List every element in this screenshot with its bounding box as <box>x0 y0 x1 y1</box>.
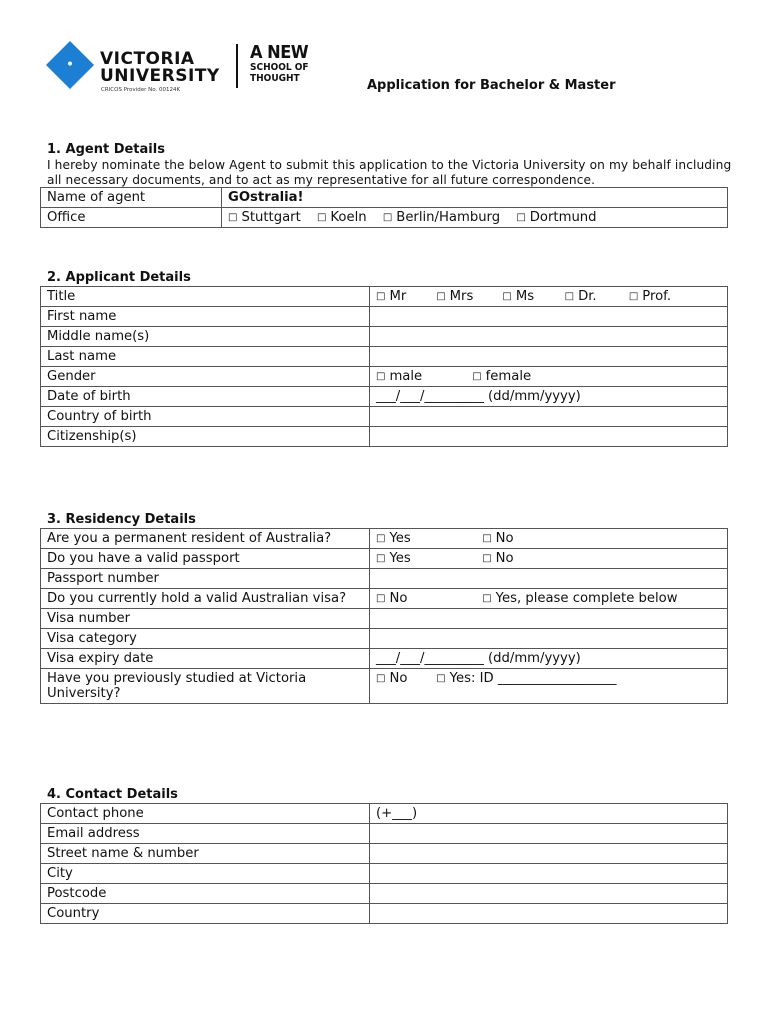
visa-category-field[interactable] <box>370 629 728 649</box>
middle-name-label: Middle name(s) <box>41 327 370 347</box>
title-option-prof[interactable]: □ Prof. <box>628 289 672 304</box>
country-of-birth-label: Country of birth <box>41 407 370 427</box>
checkbox-icon: □ <box>228 212 238 223</box>
visa-category-label: Visa category <box>41 629 370 649</box>
document-title: Application for Bachelor & Master <box>367 78 616 93</box>
permanent-option-no[interactable]: □ No <box>482 531 514 546</box>
office-option-dortmund[interactable]: □ Dortmund <box>516 210 597 225</box>
logo-text-line1: VICTORIA <box>100 49 195 69</box>
table-row <box>41 367 728 387</box>
checkbox-icon: □ <box>482 553 492 564</box>
checkbox-icon: □ <box>382 212 393 223</box>
city-label: City <box>41 864 370 884</box>
checkbox-icon: □ <box>564 291 575 302</box>
title-options <box>370 287 728 307</box>
visa-expiry-label: Visa expiry date <box>41 649 370 669</box>
permanent-resident-options <box>370 529 728 549</box>
passport-option-no[interactable]: □ No <box>482 551 514 566</box>
citizenship-field[interactable] <box>370 427 728 447</box>
dob-label: Date of birth <box>41 387 370 407</box>
slogan-line3: THOUGHT <box>250 73 300 84</box>
permanent-resident-label: Are you a permanent resident of Australia? <box>41 529 370 549</box>
postcode-field[interactable] <box>370 884 728 904</box>
valid-passport-options <box>370 549 728 569</box>
checkbox-icon: □ <box>502 291 512 302</box>
table-row <box>41 387 728 407</box>
title-option-mr[interactable]: □ Mr <box>376 289 407 304</box>
title-label: Title <box>41 287 370 307</box>
table-row <box>41 804 728 824</box>
gender-option-male[interactable]: □ male <box>376 369 423 384</box>
document-header <box>50 40 730 110</box>
section-title-applicant: 2. Applicant Details <box>47 270 191 285</box>
gender-options <box>370 367 728 387</box>
last-name-label: Last name <box>41 347 370 367</box>
last-name-field[interactable] <box>370 347 728 367</box>
street-field[interactable] <box>370 844 728 864</box>
country-field[interactable] <box>370 904 728 924</box>
table-row <box>41 208 728 228</box>
valid-passport-label: Do you have a valid passport <box>41 549 370 569</box>
table-row <box>41 549 728 569</box>
checkbox-icon: □ <box>472 371 482 382</box>
middle-name-field[interactable] <box>370 327 728 347</box>
checkbox-icon: □ <box>482 533 492 544</box>
name-of-agent-value[interactable]: GOstralia! <box>222 188 728 208</box>
table-row <box>41 407 728 427</box>
checkbox-icon: □ <box>316 212 327 223</box>
contact-table <box>40 803 728 924</box>
first-name-field[interactable] <box>370 307 728 327</box>
table-row <box>41 824 728 844</box>
table-row <box>41 649 728 669</box>
citizenship-label: Citizenship(s) <box>41 427 370 447</box>
checkbox-icon: □ <box>376 371 386 382</box>
gender-label: Gender <box>41 367 370 387</box>
table-row <box>41 669 728 704</box>
table-row <box>41 629 728 649</box>
victoria-university-logo-icon <box>46 41 94 89</box>
checkbox-icon: □ <box>436 673 446 684</box>
checkbox-icon: □ <box>376 553 386 564</box>
checkbox-icon: □ <box>482 593 492 604</box>
table-row <box>41 884 728 904</box>
checkbox-icon: □ <box>376 291 386 302</box>
contact-phone-label: Contact phone <box>41 804 370 824</box>
table-row <box>41 589 728 609</box>
table-row <box>41 287 728 307</box>
title-option-dr[interactable]: □ Dr. <box>564 289 597 304</box>
checkbox-icon: □ <box>376 673 386 684</box>
agent-intro-text: I hereby nominate the below Agent to submit this application to the Victoria University on my behalf including all necessary documents, and to act as my representative for all future correspondence. <box>47 158 732 187</box>
table-row <box>41 904 728 924</box>
checkbox-icon: □ <box>516 212 526 223</box>
name-of-agent-label: Name of agent <box>41 188 222 208</box>
studied-option-yes[interactable]: □ Yes: ID __________________ <box>436 671 617 686</box>
visa-option-yes[interactable]: □ Yes, please complete below <box>482 591 678 606</box>
visa-expiry-field[interactable]: ___/___/_________ (dd/mm/yyyy) <box>370 649 728 669</box>
residency-table <box>40 528 728 704</box>
studied-option-no[interactable]: □ No <box>376 671 408 686</box>
country-of-birth-field[interactable] <box>370 407 728 427</box>
title-option-mrs[interactable]: □ Mrs <box>436 289 474 304</box>
logo-text-line2: UNIVERSITY <box>100 66 220 86</box>
section-title-contact: 4. Contact Details <box>47 787 178 802</box>
email-label: Email address <box>41 824 370 844</box>
section-title-residency: 3. Residency Details <box>47 512 196 527</box>
table-row <box>41 327 728 347</box>
cricos-number: CRICOS Provider No. 00124K <box>101 87 181 93</box>
passport-number-field[interactable] <box>370 569 728 589</box>
checkbox-icon: □ <box>376 593 386 604</box>
visa-hold-label: Do you currently hold a valid Australian visa? <box>41 589 370 609</box>
applicant-table <box>40 286 728 447</box>
permanent-option-yes[interactable]: □ Yes <box>376 531 411 546</box>
visa-number-field[interactable] <box>370 609 728 629</box>
visa-hold-options <box>370 589 728 609</box>
dob-field[interactable]: ___/___/_________ (dd/mm/yyyy) <box>370 387 728 407</box>
section-title-agent: 1. Agent Details <box>47 142 165 157</box>
contact-phone-field[interactable]: (+___) <box>370 804 728 824</box>
passport-number-label: Passport number <box>41 569 370 589</box>
first-name-label: First name <box>41 307 370 327</box>
checkbox-icon: □ <box>436 291 446 302</box>
country-label: Country <box>41 904 370 924</box>
street-label: Street name & number <box>41 844 370 864</box>
title-option-ms[interactable]: □ Ms <box>502 289 535 304</box>
table-row <box>41 569 728 589</box>
agent-table <box>40 187 728 228</box>
table-row <box>41 307 728 327</box>
previously-studied-label: Have you previously studied at Victoria University? <box>41 669 370 704</box>
office-label: Office <box>41 208 222 228</box>
checkbox-icon: □ <box>628 291 639 302</box>
previously-studied-options <box>370 669 728 704</box>
postcode-label: Postcode <box>41 884 370 904</box>
table-row <box>41 529 728 549</box>
checkbox-icon: □ <box>376 533 386 544</box>
table-row <box>41 844 728 864</box>
office-options <box>222 208 728 228</box>
table-row <box>41 864 728 884</box>
slogan <box>250 44 309 84</box>
logo-divider <box>236 44 238 88</box>
email-field[interactable] <box>370 824 728 844</box>
office-option-stuttgart[interactable]: □ Stuttgart <box>228 210 301 225</box>
table-row <box>41 347 728 367</box>
office-option-koeln[interactable]: □ Koeln <box>316 210 367 225</box>
slogan-line2: SCHOOL OF <box>250 62 309 73</box>
office-option-berlin-hamburg[interactable]: □ Berlin/Hamburg <box>382 210 501 225</box>
city-field[interactable] <box>370 864 728 884</box>
table-row <box>41 188 728 208</box>
table-row <box>41 609 728 629</box>
slogan-line1: A NEW <box>250 42 309 63</box>
table-row <box>41 427 728 447</box>
passport-option-yes[interactable]: □ Yes <box>376 551 411 566</box>
gender-option-female[interactable]: □ female <box>472 369 532 384</box>
visa-option-no[interactable]: □ No <box>376 591 408 606</box>
visa-number-label: Visa number <box>41 609 370 629</box>
